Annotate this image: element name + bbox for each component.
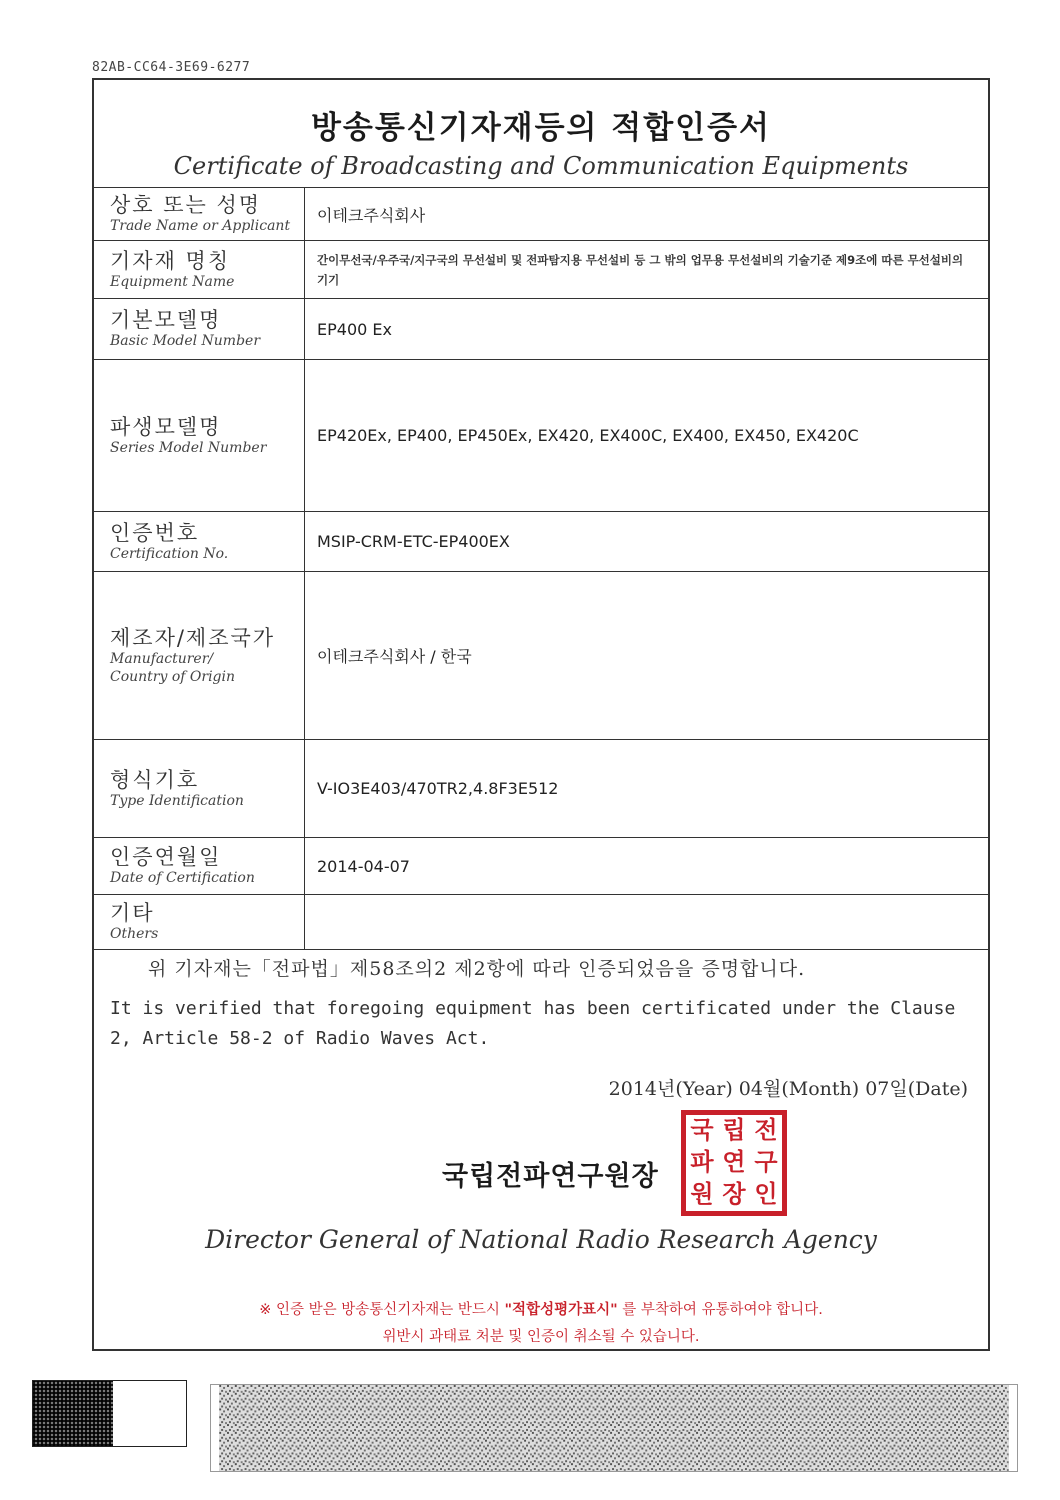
- label-korean: 기타: [110, 901, 155, 925]
- statement-english: It is verified that foregoing equipment has been certificated under the Clause 2, Article 58-2 of Radio Waves Act.: [110, 998, 956, 1049]
- label-english: Series Model Number: [110, 439, 267, 456]
- label-korean: 인증번호: [110, 520, 200, 545]
- label-cell: [94, 299, 305, 359]
- label-english: Basic Model Number: [110, 333, 261, 349]
- agency-name-korean: 국립전파연구원장: [442, 1161, 659, 1192]
- agency-name-english: Director General of National Radio Research Agency: [205, 1225, 877, 1254]
- issue-date: 2014년(Year) 04월(Month) 07일(Date): [608, 1078, 968, 1100]
- row-date-of-certification: [94, 838, 988, 895]
- label-cell: [94, 512, 305, 571]
- row-manufacturer: [94, 572, 988, 740]
- seal-char: 장: [722, 1180, 746, 1208]
- label-english: Manufacturer/: [110, 650, 214, 667]
- value-date-of-certification: 2014-04-07: [317, 856, 410, 876]
- label-english: Others: [110, 926, 159, 942]
- seal-char: 인: [754, 1180, 778, 1208]
- seal-char: 구: [754, 1148, 778, 1176]
- title-korean: 방송통신기자재등의 적합인증서: [310, 110, 772, 146]
- value-basic-model: EP400 Ex: [317, 319, 392, 339]
- seal-char: 국: [690, 1116, 714, 1144]
- certificate-frame: [92, 78, 990, 1351]
- security-pattern: [210, 1384, 1018, 1472]
- value-trade-name: 이테크주식회사: [317, 205, 426, 225]
- seal-char: 파: [690, 1148, 714, 1176]
- notice-line-2: 위반시 과태료 처분 및 인증이 취소될 수 있습니다.: [382, 1329, 700, 1345]
- row-certification-no: [94, 512, 988, 572]
- official-seal: [681, 1110, 787, 1216]
- seal-char: 립: [722, 1116, 746, 1144]
- label-korean: 인증연월일: [110, 845, 222, 869]
- label-cell: [94, 838, 305, 894]
- label-english: Date of Certification: [110, 870, 255, 886]
- label-english: Type Identification: [110, 792, 244, 809]
- statement-korean: 위 기자재는「전파법」제58조의2 제2항에 따라 인증되었음을 증명합니다.: [148, 958, 806, 980]
- label-cell: [94, 188, 305, 240]
- label-english: Equipment Name: [110, 273, 235, 290]
- certificate-table: [94, 187, 988, 950]
- notice-line-1: [94, 1298, 988, 1319]
- row-series-model: [94, 360, 988, 512]
- row-trade-name: [94, 188, 988, 241]
- label-cell: [94, 740, 305, 837]
- value-manufacturer: 이테크주식회사 / 한국: [317, 647, 472, 666]
- seal-char: 원: [690, 1180, 714, 1208]
- label-korean: 형식기호: [110, 767, 200, 792]
- value-equipment-name: 간이무선국/우주국/지구국의 무선설비 및 전파탐지용 무선설비 등 그 밖의 업무용 무선설비의 기술기준 제9조에 따른 무선설비의 기기: [317, 252, 964, 287]
- row-basic-model: [94, 299, 988, 360]
- label-korean: 기자재 명칭: [110, 248, 231, 273]
- seal-char: 연: [722, 1148, 746, 1176]
- notice-text: ※ 인증 받은 방송통신기자재는 반드시: [259, 1302, 505, 1318]
- barcode-pattern: [33, 1381, 113, 1446]
- label-korean: 상호 또는 성명: [110, 193, 262, 217]
- row-others: [94, 895, 988, 950]
- label-cell: [94, 241, 305, 298]
- label-cell: [94, 895, 305, 949]
- label-cell: [94, 572, 305, 739]
- value-others: [305, 895, 988, 949]
- label-english: Trade Name or Applicant: [110, 218, 291, 234]
- row-type-identification: [94, 740, 988, 838]
- notice-emphasis: "적합성평가표시": [504, 1302, 618, 1318]
- label-korean: 기본모델명: [110, 308, 222, 332]
- label-english: Certification No.: [110, 545, 229, 562]
- title-english: Certificate of Broadcasting and Communication Equipments: [173, 152, 909, 180]
- seal-char: 전: [754, 1116, 778, 1144]
- notice-text: 를 부착하여 유통하여야 합니다.: [617, 1302, 823, 1318]
- label-korean: 제조자/제조국가: [110, 625, 276, 650]
- value-type-identification: V-IO3E403/470TR2,4.8F3E512: [317, 779, 559, 798]
- label-korean: 파생모델명: [110, 414, 222, 439]
- value-series-model: EP420Ex, EP400, EP450Ex, EX420, EX400C, EX400, EX450, EX420C: [317, 426, 859, 445]
- label-cell: [94, 360, 305, 511]
- label-english-line2: Country of Origin: [110, 668, 236, 685]
- 2d-barcode-box: [32, 1380, 187, 1447]
- row-equipment-name: [94, 241, 988, 299]
- value-certification-no: MSIP-CRM-ETC-EP400EX: [317, 532, 510, 551]
- document-id: 82AB-CC64-3E69-6277: [92, 60, 251, 75]
